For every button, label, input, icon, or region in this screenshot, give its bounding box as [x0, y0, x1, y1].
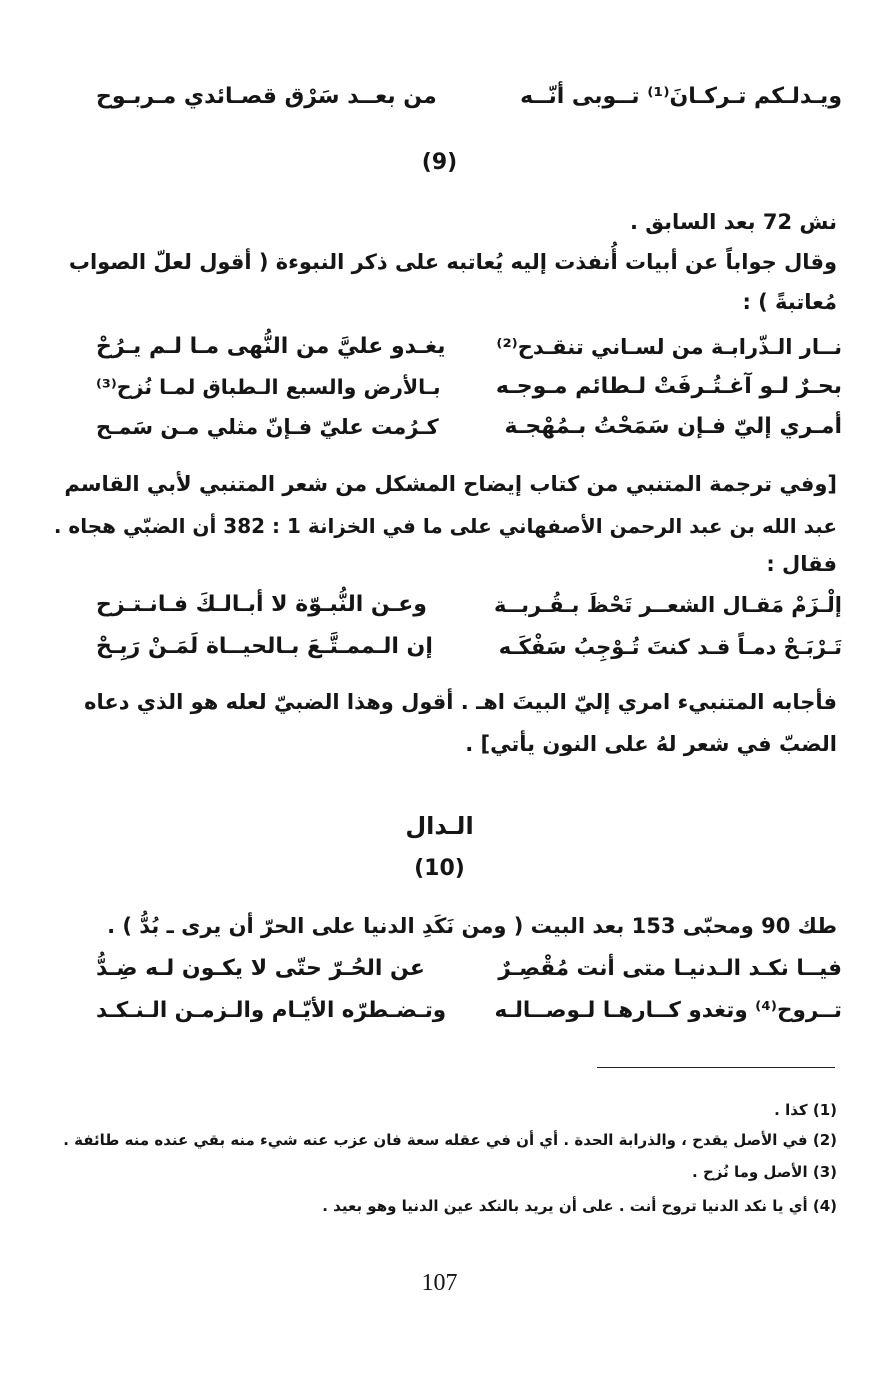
- verse-top: [96, 78, 842, 116]
- hemistich-left: بـالأرض والسبع الـطباق لمـا نُزح⁽³⁾: [96, 375, 441, 399]
- hemistich-left: يغـدو عليَّ من النُّهى مـا لـم يـرُحْ: [96, 334, 446, 359]
- hemistich-right: تــروح⁽⁴⁾ وتغدو كــارهـا لـوصــالـه: [494, 998, 842, 1023]
- hemistich-left: وعـن النُّبـوّة لا أبـالـكَ فـانـتـزح: [96, 592, 427, 617]
- closing-line-1: فأجابه المتنبيء امري إليّ البيتَ اهـ . أقول وهذا الضبيّ لعله هو الذي دعاه: [84, 690, 837, 714]
- footnote-1: (1) كذا .: [774, 1101, 837, 1119]
- footnote-separator: [597, 1067, 835, 1068]
- verse: [96, 408, 842, 446]
- poem-number-9: (9): [421, 150, 458, 175]
- verse: [96, 628, 842, 666]
- verse: [96, 950, 842, 988]
- footnote-3: (3) الأصل وما نُزح .: [692, 1163, 837, 1181]
- page-number: 107: [421, 1270, 458, 1296]
- poem-9-intro-line-1: وقال جواباً عن أبيات أُنفذت إليه يُعاتبه على ذكر النبوءة ( أقول لعلّ الصواب: [68, 250, 837, 274]
- poem-number-10: (10): [414, 856, 465, 881]
- hemistich-right: فيــا نكـد الـدنيـا متى أنت مُقْصِـرٌ: [498, 956, 842, 981]
- note-line-1: [وفي ترجمة المتنبي من كتاب إيضاح المشكل من شعر المتنبي لأبي القاسم: [64, 472, 837, 496]
- verse: [96, 586, 842, 624]
- hemistich-left: إن الـممـتَّـعَ بـالحيــاة لَمَـنْ رَبِـحْ: [96, 634, 433, 659]
- note-line-3: فقال :: [766, 552, 837, 576]
- hemistich-right: إلْـزَمْ مَقـال الشعــر تَحْظَ بـقُـربــة: [494, 593, 842, 617]
- footnote-4: (4) أي يا نكد الدنيا تروح أنت . على أن يريد بالنكد عين الدنيا وهو بعيد .: [322, 1197, 837, 1215]
- hemistich-right: نــار الـذّرابـة من لسـاني تنقـدح⁽²⁾: [496, 335, 842, 359]
- hemistich-left: وتـضـطرّه الأيّـام والـزمـن الـنـكـد: [96, 998, 447, 1023]
- poem-9-source: نش 72 بعد السابق .: [629, 210, 837, 234]
- section-title: الـدال: [405, 812, 474, 840]
- note-line-2: عبد الله بن عبد الرحمن الأصفهاني على ما في الخزانة 1 : 382 أن الضبّي هجاه .: [53, 514, 837, 538]
- hemistich-left: من بعــد سَرْق قصـائدي مـربـوح: [96, 84, 437, 109]
- hemistich-right: أمـري إليّ فـإن سَمَحْتُ بـمُهْجـة: [504, 414, 842, 439]
- hemistich-right: تَـرْبَـحْ دمـاً قـد كنتَ تُـوْجِبُ سَفْكَـه: [498, 635, 842, 659]
- verse: [96, 368, 842, 406]
- verse: [96, 992, 842, 1030]
- closing-line-2: الضبّ في شعر لهُ على النون يأتي] .: [465, 732, 837, 756]
- hemistich-right: بحـرٌ لـو آغـتُـرفَتْ لـطائم مـوجـه: [495, 374, 842, 399]
- poem-10-source: طك 90 ومحبّى 153 بعد البيت ( ومن نَكَدِ الدنيا على الحرّ أن يرى ـ بُدُّ ) .: [107, 914, 837, 938]
- hemistich-right: ويـدلـكم تـركـانَ⁽¹⁾ تــوبى أنّــه: [520, 84, 842, 109]
- footnote-2: (2) في الأصل يقدح ، والذرابة الحدة . أي أن في عقله سعة فان عزب عنه شيء منه بقي عنده منه طائفة .: [63, 1131, 837, 1149]
- hemistich-left: كـرُمت عليّ فـإنّ مثلي مـن سَمـح: [96, 415, 439, 439]
- verse: [96, 328, 842, 366]
- hemistich-left: عن الحُـرّ حتّى لا يكـون لـه ضِـدُّ: [96, 956, 425, 981]
- poem-9-intro-line-2: مُعاتبةً ) :: [742, 290, 837, 314]
